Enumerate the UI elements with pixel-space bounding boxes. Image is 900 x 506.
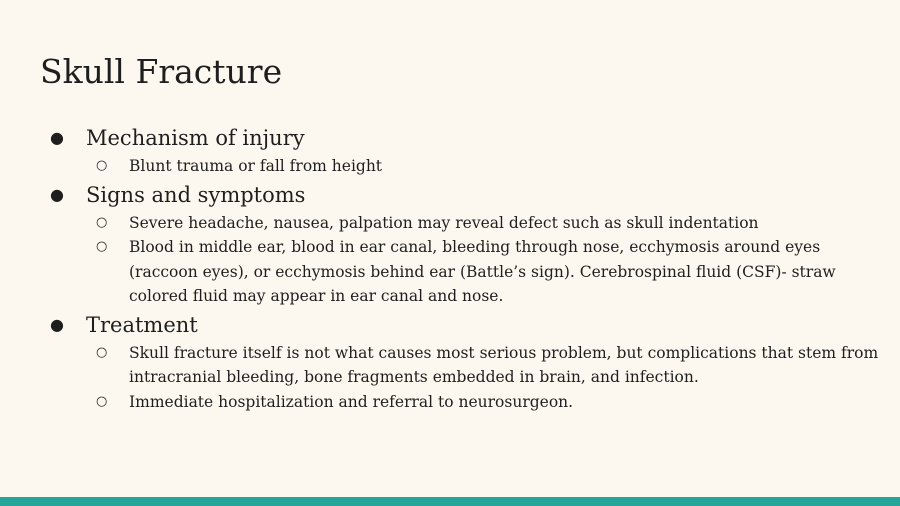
filled-bullet-icon: ● <box>50 314 64 334</box>
list-item <box>40 235 880 309</box>
list-item-text: Blunt trauma or fall from height <box>129 157 383 175</box>
list-item <box>40 390 880 415</box>
hollow-bullet-icon: ○ <box>96 344 108 360</box>
list-item <box>40 341 880 390</box>
list-item-text: Skull fracture itself is not what causes most serious problem, but complications that stem from intracranial bleeding, bone fragments embedded in brain, and infection. <box>129 343 879 386</box>
list-item <box>40 154 880 179</box>
section-heading-label: Mechanism of injury <box>86 126 305 150</box>
section-heading-mechanism <box>40 122 880 154</box>
list-item-text: Severe headache, nausea, palpation may reveal defect such as skull indentation <box>129 213 759 232</box>
list-item-text: Blood in middle ear, blood in ear canal, bleeding through nose, ecchymosis around eyes (raccoon eyes), or ecchymosis behind ear (Battle’s sign). Cerebrospinal fluid (CSF)- straw colored fluid may appear in ear canal and nose. <box>129 238 836 305</box>
hollow-bullet-icon: ○ <box>96 239 108 254</box>
hollow-bullet-icon: ○ <box>96 393 108 409</box>
bullet-list <box>40 122 880 414</box>
filled-bullet-icon: ● <box>50 128 64 147</box>
section-heading-label: Treatment <box>86 312 198 337</box>
slide-title: Skull Fracture <box>40 52 283 91</box>
list-item <box>40 211 880 236</box>
accent-bar <box>0 497 900 506</box>
filled-bullet-icon: ● <box>50 184 64 204</box>
section-heading-label: Signs and symptoms <box>86 182 306 207</box>
hollow-bullet-icon: ○ <box>96 214 108 230</box>
section-heading-signs <box>40 179 880 211</box>
hollow-bullet-icon: ○ <box>96 158 108 173</box>
list-item-text: Immediate hospitalization and referral to neurosurgeon. <box>129 392 574 411</box>
section-heading-treatment <box>40 309 880 341</box>
